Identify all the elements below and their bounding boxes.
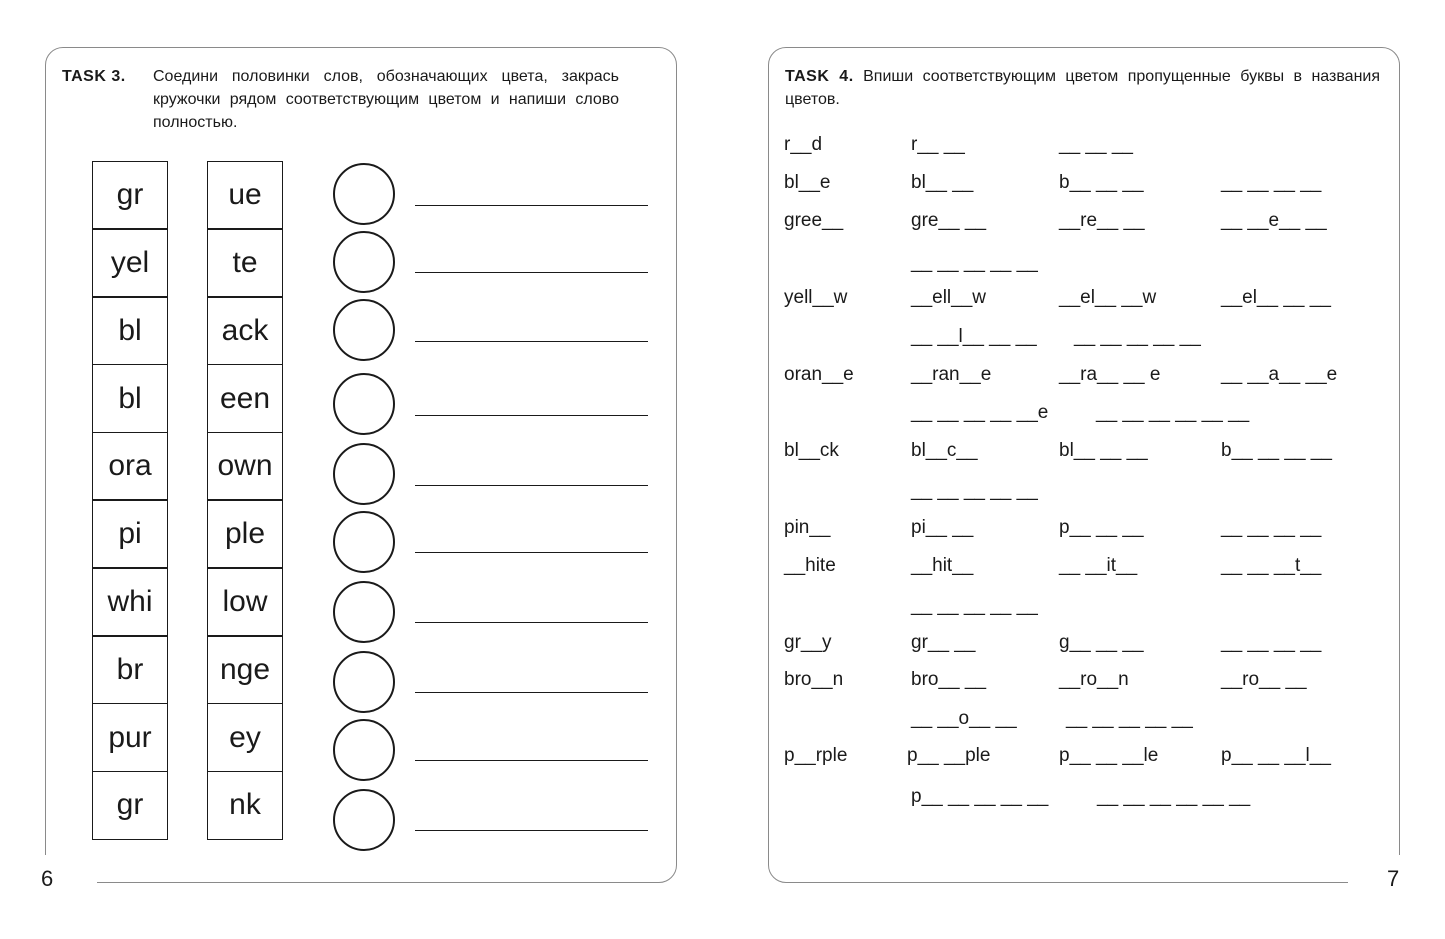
word-start-cell[interactable]: yel xyxy=(92,228,168,297)
word-end-cell[interactable]: ack xyxy=(207,296,283,365)
fill-in-word[interactable]: bro__ __ xyxy=(911,669,987,690)
word-end-cell[interactable]: een xyxy=(207,364,283,433)
task3-heading xyxy=(62,65,632,134)
fill-in-word[interactable]: __ __ __ xyxy=(1059,134,1133,155)
color-circle[interactable] xyxy=(333,789,395,851)
fill-in-word[interactable]: __ __ __t__ xyxy=(1221,555,1322,576)
color-circle[interactable] xyxy=(333,719,395,781)
task4-heading xyxy=(785,65,1380,111)
color-circle[interactable] xyxy=(333,651,395,713)
fill-in-word[interactable]: __ell__w xyxy=(911,287,986,308)
color-circle[interactable] xyxy=(333,511,395,573)
word-end-cell[interactable]: own xyxy=(207,432,283,501)
fill-in-word[interactable]: p__rple xyxy=(784,745,848,766)
fill-in-word[interactable]: __re__ __ xyxy=(1059,210,1145,231)
color-circle[interactable] xyxy=(333,443,395,505)
color-circle[interactable] xyxy=(333,581,395,643)
word-end-cell[interactable]: nge xyxy=(207,635,283,704)
fill-in-word[interactable]: bl__ __ xyxy=(911,172,974,193)
fill-in-word[interactable]: __ __ __ __ __ __ xyxy=(1096,402,1250,423)
fill-in-word[interactable]: __ra__ __ e xyxy=(1059,364,1161,385)
word-end-cell[interactable]: nk xyxy=(207,771,283,840)
fill-in-word[interactable]: p__ __ __ xyxy=(1059,517,1144,538)
fill-in-word[interactable]: __hit__ xyxy=(911,555,974,576)
fill-in-word[interactable]: b__ __ __ xyxy=(1059,172,1144,193)
fill-in-word[interactable]: __ __ __ __ __ xyxy=(1066,708,1193,729)
fill-in-word[interactable]: __ __ __ __ __ xyxy=(1074,326,1201,347)
word-end-cell[interactable]: ple xyxy=(207,499,283,568)
fill-in-word[interactable]: b__ __ __ __ xyxy=(1221,440,1332,461)
word-start-column xyxy=(92,162,168,840)
fill-in-word[interactable]: __ran__e xyxy=(911,364,992,385)
fill-in-word[interactable]: p__ __ __ __ __ xyxy=(911,786,1049,807)
fill-in-word[interactable]: pi__ __ xyxy=(911,517,974,538)
fill-in-word[interactable]: gree__ xyxy=(784,210,844,231)
word-start-cell[interactable]: gr xyxy=(92,771,168,840)
task4-label: TASK 4. xyxy=(785,68,854,85)
answer-line[interactable] xyxy=(415,205,648,206)
answer-line[interactable] xyxy=(415,415,648,416)
fill-in-word[interactable]: __ __ __ __ xyxy=(1221,517,1322,538)
fill-in-word[interactable]: yell__w xyxy=(784,287,848,308)
word-start-cell[interactable]: ora xyxy=(92,432,168,501)
fill-in-word[interactable]: pin__ xyxy=(784,517,831,538)
fill-in-word[interactable]: __ __ __ __ xyxy=(1221,632,1322,653)
word-start-cell[interactable]: br xyxy=(92,635,168,704)
fill-in-word[interactable]: bl__e xyxy=(784,172,831,193)
page-number-right: 7 xyxy=(1387,866,1400,891)
fill-in-word[interactable]: bl__ __ __ xyxy=(1059,440,1148,461)
fill-in-word[interactable]: bl__ck xyxy=(784,440,839,461)
color-circle[interactable] xyxy=(333,299,395,361)
fill-in-word[interactable]: __ __ __ __ __ xyxy=(911,480,1038,501)
word-start-cell[interactable]: gr xyxy=(92,161,168,230)
fill-in-word[interactable]: __ __ __ __ __ __ xyxy=(1097,786,1251,807)
fill-in-word[interactable]: p__ __ple xyxy=(907,745,991,766)
fill-in-word[interactable]: gr__ __ xyxy=(911,632,976,653)
word-start-cell[interactable]: bl xyxy=(92,296,168,365)
fill-in-word[interactable]: bro__n xyxy=(784,669,844,690)
fill-in-word[interactable]: p__ __ __le xyxy=(1059,745,1159,766)
task4-instructions: Впиши соответствующим цветом пропущенные буквы в названия цветов. xyxy=(785,68,1381,108)
answer-line[interactable] xyxy=(415,622,648,623)
fill-in-word[interactable]: __ __ __ __ __e xyxy=(911,402,1049,423)
word-start-cell[interactable]: pi xyxy=(92,499,168,568)
answer-line[interactable] xyxy=(415,341,648,342)
fill-in-word[interactable]: __el__ __ __ xyxy=(1221,287,1331,308)
word-start-cell[interactable]: whi xyxy=(92,567,168,636)
word-start-cell[interactable]: pur xyxy=(92,703,168,772)
answer-line[interactable] xyxy=(415,692,648,693)
word-end-cell[interactable]: low xyxy=(207,567,283,636)
answer-line[interactable] xyxy=(415,552,648,553)
fill-in-word[interactable]: __ro__n xyxy=(1059,669,1129,690)
fill-in-word[interactable]: __ __ __ __ xyxy=(1221,172,1322,193)
fill-in-word[interactable]: __ __ __ __ __ xyxy=(911,595,1038,616)
answer-line[interactable] xyxy=(415,760,648,761)
word-start-cell[interactable]: bl xyxy=(92,364,168,433)
fill-in-word[interactable]: bl__c__ xyxy=(911,440,978,461)
fill-in-word[interactable]: oran__e xyxy=(784,364,854,385)
color-circle[interactable] xyxy=(333,231,395,293)
fill-in-word[interactable]: __ __ __ __ __ xyxy=(911,252,1038,273)
fill-in-word[interactable]: __ __o__ __ xyxy=(911,708,1017,729)
fill-in-word[interactable]: __ __a__ __e xyxy=(1221,364,1338,385)
answer-line[interactable] xyxy=(415,830,648,831)
fill-in-word[interactable]: gre__ __ xyxy=(911,210,987,231)
fill-in-word[interactable]: __el__ __w xyxy=(1059,287,1157,308)
fill-in-word[interactable]: gr__y xyxy=(784,632,832,653)
fill-in-word[interactable]: __hite xyxy=(784,555,836,576)
fill-in-word[interactable]: g__ __ __ xyxy=(1059,632,1144,653)
word-end-cell[interactable]: ey xyxy=(207,703,283,772)
fill-in-word[interactable]: r__ __ xyxy=(911,134,965,155)
answer-line[interactable] xyxy=(415,272,648,273)
color-circle[interactable] xyxy=(333,373,395,435)
fill-in-word[interactable]: p__ __ __l__ xyxy=(1221,745,1331,766)
word-end-cell[interactable]: te xyxy=(207,228,283,297)
fill-in-word[interactable]: __ro__ __ xyxy=(1221,669,1307,690)
word-end-cell[interactable]: ue xyxy=(207,161,283,230)
color-circle[interactable] xyxy=(333,163,395,225)
word-end-column xyxy=(207,162,283,840)
fill-in-word[interactable]: r__d xyxy=(784,134,823,155)
fill-in-word[interactable]: __ __it__ xyxy=(1059,555,1138,576)
page-number-left: 6 xyxy=(41,866,54,891)
answer-line[interactable] xyxy=(415,485,648,486)
fill-in-word[interactable]: __ __l__ __ __ xyxy=(911,326,1037,347)
fill-in-word[interactable]: __ __e__ __ xyxy=(1221,210,1327,231)
task3-label: TASK 3. xyxy=(62,68,126,85)
task3-instructions: Соедини половинки слов, обозначающих цвета, закрась кружочки рядом соответствующим цветом и напиши слово полностью. xyxy=(153,68,619,131)
